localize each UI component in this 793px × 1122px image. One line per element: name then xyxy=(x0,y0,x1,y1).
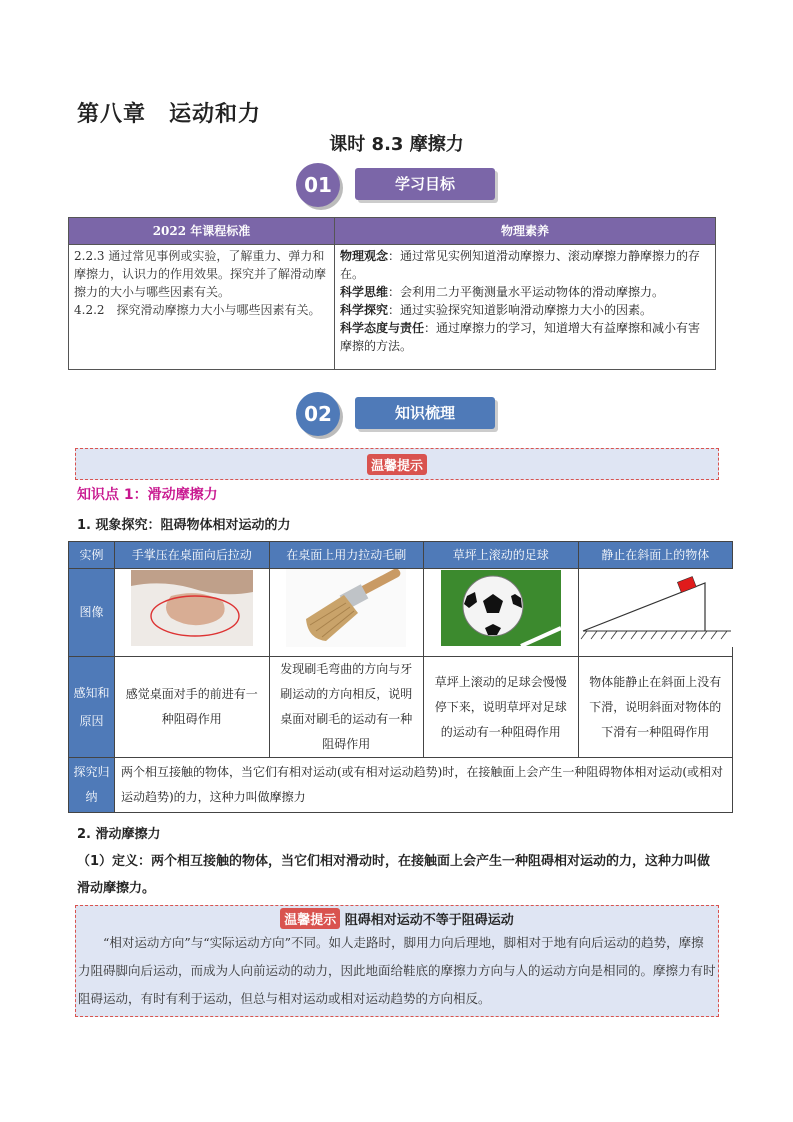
conclusion-cell: 两个相互接触的物体，当它们有相对运动(或有相对运动趋势)时，在接触面上会产生一种阻碍物体相对运动(或相对运动趋势)的力，这种力叫做摩擦力 xyxy=(115,758,733,813)
standards-header-literacy: 物理素养 xyxy=(335,218,716,245)
reason-cell: 感觉桌面对手的前进有一种阻碍作用 xyxy=(115,657,270,758)
tip-label: 温馨提示 xyxy=(280,908,340,929)
section-banner-learning-goals: 学习目标 xyxy=(355,168,495,200)
note-body: “相对运动方向”与“实际运动方向”不同。如人走路时，脚用力向后理地，脚相对于地有向后运动的趋势，摩擦力阻碍脚向后运动，而成为人向前运动的动力，因此地面给鞋底的摩擦力方向与人的运动方向是相同的。摩擦力有时阻碍运动，有时有利于运动，但总与相对运动或相对运动趋势的方向相反。 xyxy=(78,935,716,1006)
literacy-item: 科学态度与责任：通过摩擦力的学习，知道增大有益摩擦和减小有害摩擦的方法。 xyxy=(340,321,701,353)
tip-label: 温馨提示 xyxy=(367,454,427,475)
reason-cell: 物体能静止在斜面上没有下滑，说明斜面对物体的下滑有一种阻碍作用 xyxy=(578,657,733,758)
examples-table xyxy=(68,541,733,813)
definition-text: （1）定义：两个相互接触的物体，当它们相对滑动时，在接触面上会产生一种阻碍相对运动的力，这种力叫做滑动摩擦力。 xyxy=(77,854,711,896)
literacy-item: 物理观念：通过常见实例知道滑动摩擦力、滚动摩擦力静摩擦力的存在。 xyxy=(340,249,701,281)
section-banner-knowledge: 知识梳理 xyxy=(355,397,495,429)
soccer-ball-image xyxy=(424,569,579,657)
row-label: 图像 xyxy=(69,569,115,657)
column-header: 草坪上滚动的足球 xyxy=(424,542,579,569)
paint-brush-image xyxy=(269,569,424,657)
knowledge-point-title: 知识点 1：滑动摩擦力 xyxy=(77,487,218,503)
column-header: 手掌压在桌面向后拉动 xyxy=(115,542,270,569)
tip-bar xyxy=(75,448,719,480)
note-title-row xyxy=(76,908,718,929)
row-label: 感知和原因 xyxy=(69,657,115,758)
literacy-item: 科学探究：通过实验探究知道影响滑动摩擦力大小的因素。 xyxy=(340,303,653,317)
column-header: 静止在斜面上的物体 xyxy=(578,542,733,569)
chapter-title: 第八章 运动和力 xyxy=(77,102,262,127)
literacy-item: 科学思维：会利用二力平衡测量水平运动物体的滑动摩擦力。 xyxy=(340,285,665,299)
note-title: 阻碍相对运动不等于阻碍运动 xyxy=(344,913,514,928)
standards-table xyxy=(68,217,716,370)
section-heading-2: 2. 滑动摩擦力 xyxy=(77,827,161,842)
section-number-badge: 02 xyxy=(296,392,340,436)
section-number-badge: 01 xyxy=(296,163,340,207)
incline-block-image xyxy=(578,569,733,657)
note-box xyxy=(75,905,719,1017)
hand-on-table-image xyxy=(115,569,270,657)
reason-cell: 发现刷毛弯曲的方向与牙刷运动的方向相反，说明桌面对刷毛的运动有一种阻碍作用 xyxy=(269,657,424,758)
literacy-list xyxy=(335,245,716,370)
section-heading-1: 1. 现象探究：阻碍物体相对运动的力 xyxy=(77,518,291,533)
curriculum-text: 2.2.3 通过常见事例或实验，了解重力、弹力和摩擦力，认识力的作用效果。探究并了解滑动摩擦力的大小与哪些因素有关。 4.2.2 探究滑动摩擦力大小与哪些因素有关。 xyxy=(69,245,335,370)
lesson-title: 课时 8.3 摩擦力 xyxy=(329,134,464,155)
column-header: 在桌面上用力拉动毛刷 xyxy=(269,542,424,569)
standards-header-curriculum: 2022 年课程标准 xyxy=(69,218,335,245)
row-label: 实例 xyxy=(69,542,115,569)
row-label: 探究归纳 xyxy=(69,758,115,813)
reason-cell: 草坪上滚动的足球会慢慢停下来，说明草坪对足球的运动有一种阻碍作用 xyxy=(424,657,579,758)
